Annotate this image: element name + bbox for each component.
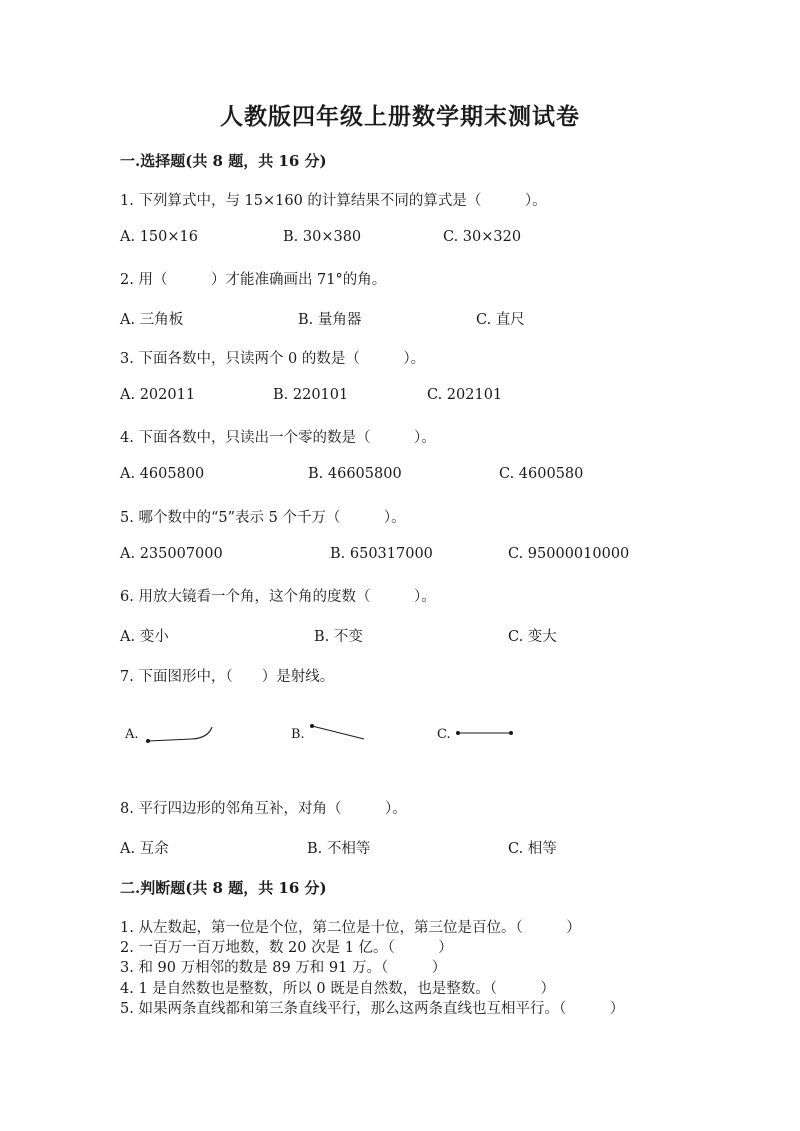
judge-item-4: 4. 1 是自然数也是整数，所以 0 既是自然数，也是整数。（ ） xyxy=(120,981,555,997)
q8-option-a: A. 互余 xyxy=(120,841,169,857)
q7-figure-a-curve xyxy=(140,722,220,752)
q4-option-a: A. 4605800 xyxy=(120,466,205,482)
question-2: 2. 用（ ）才能准确画出 71°的角。 xyxy=(120,272,387,288)
judge-item-5: 5. 如果两条直线都和第三条直线平行，那么这两条直线也互相平行。（ ） xyxy=(120,1001,625,1017)
question-4: 4. 下面各数中，只读出一个零的数是（ ）。 xyxy=(120,430,436,446)
q1-option-c: C. 30×320 xyxy=(443,229,522,245)
question-7: 7. 下面图形中，（ ）是射线。 xyxy=(120,669,335,685)
q8-option-c: C. 相等 xyxy=(508,841,557,857)
judge-item-2: 2. 一百万一百万地数，数 20 次是 1 亿。（ ） xyxy=(120,940,453,956)
q5-option-c: C. 95000010000 xyxy=(508,546,630,562)
q4-option-c: C. 4600580 xyxy=(499,466,584,482)
q7-figure-c-segment xyxy=(452,724,520,744)
q7-figure-label-b: B. xyxy=(291,727,305,742)
q6-option-c: C. 变大 xyxy=(508,629,557,645)
q5-option-a: A. 235007000 xyxy=(120,546,223,562)
question-3: 3. 下面各数中，只读两个 0 的数是（ ）。 xyxy=(120,351,426,367)
q2-option-b: B. 量角器 xyxy=(298,312,362,328)
q3-option-b: B. 220101 xyxy=(273,387,349,403)
q7-figure-b-ray xyxy=(306,718,370,748)
page-title: 人教版四年级上册数学期末测试卷 xyxy=(220,103,580,130)
judge-item-3: 3. 和 90 万相邻的数是 89 万和 91 万。（ ） xyxy=(120,960,447,976)
section-heading-choice: 一.选择题(共 8 题，共 16 分) xyxy=(120,152,327,170)
q4-option-b: B. 46605800 xyxy=(308,466,402,482)
question-6: 6. 用放大镜看一个角，这个角的度数（ ）。 xyxy=(120,589,436,605)
section-heading-judgement: 二.判断题(共 8 题，共 16 分) xyxy=(120,879,327,897)
q2-option-c: C. 直尺 xyxy=(476,312,525,328)
q5-option-b: B. 650317000 xyxy=(330,546,433,562)
q7-figure-label-c: C. xyxy=(437,727,451,742)
question-5: 5. 哪个数中的“5”表示 5 个千万（ ）。 xyxy=(120,510,406,526)
judge-item-1: 1. 从左数起，第一位是个位，第二位是十位，第三位是百位。（ ） xyxy=(120,920,581,936)
q6-option-a: A. 变小 xyxy=(120,629,169,645)
q6-option-b: B. 不变 xyxy=(314,629,363,645)
q3-option-a: A. 202011 xyxy=(120,387,196,403)
q8-option-b: B. 不相等 xyxy=(307,841,371,857)
q3-option-c: C. 202101 xyxy=(427,387,503,403)
question-1: 1. 下列算式中，与 15×160 的计算结果不同的算式是（ ）。 xyxy=(120,193,547,209)
q1-option-a: A. 150×16 xyxy=(120,229,198,245)
question-8: 8. 平行四边形的邻角互补，对角（ ）。 xyxy=(120,801,407,817)
q2-option-a: A. 三角板 xyxy=(120,312,184,328)
q7-figure-label-a: A. xyxy=(125,727,139,742)
q1-option-b: B. 30×380 xyxy=(283,229,362,245)
